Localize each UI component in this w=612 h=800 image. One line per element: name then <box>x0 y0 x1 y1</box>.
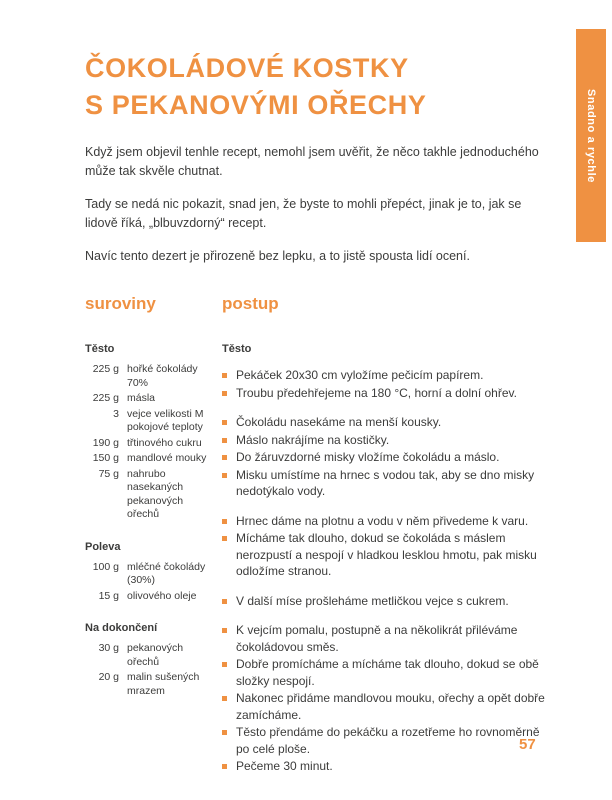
bullet-icon <box>222 373 227 378</box>
method-step-text: Do žáruvzdorné misky vložíme čokoládu a máslo. <box>236 450 500 464</box>
step-group <box>222 593 547 610</box>
intro-paragraph: Tady se nedá nic pokazit, snad jen, že byste to mohli přepéct, jinak je to, jak se lidově říká, „blbuvzdorný“ recept. <box>85 197 522 230</box>
ingredient-name: malin sušených mrazem <box>127 671 200 697</box>
ingredients-column <box>85 294 217 717</box>
intro-text <box>85 143 551 281</box>
ingredient-amount: 225 g <box>92 363 119 375</box>
bullet-icon <box>222 696 227 701</box>
recipe-title-line2: S PEKANOVÝMI OŘECHY <box>85 90 427 120</box>
ingredient-name: olivového oleje <box>127 589 197 602</box>
method-step-text: Troubu předehřejeme na 180 °C, horní a dolní ohřev. <box>236 385 517 400</box>
ingredient-group-name: Těsto <box>85 343 115 355</box>
method-step <box>222 367 547 384</box>
ingredient-row <box>85 671 217 698</box>
ingredient-amount: 75 g <box>98 467 119 480</box>
recipe-title-line1: ČOKOLÁDOVÉ KOSTKY <box>85 53 409 83</box>
method-column <box>222 294 547 788</box>
intro-paragraph: Navíc tento dezert je přirozeně bez lepku, a to jistě spousta lidí ocení. <box>85 249 470 263</box>
bullet-icon <box>222 438 227 443</box>
bullet-icon <box>222 730 227 735</box>
ingredient-amount: 190 g <box>92 436 119 449</box>
bullet-icon <box>222 455 227 460</box>
ingredient-row <box>85 590 217 604</box>
ingredient-group <box>85 622 217 698</box>
method-step-text: K vejcím pomalu, postupně a na několikrát přiléváme čokoládovou směs. <box>236 623 518 654</box>
method-step-text: Těsto přendáme do pekáčku a rozetřeme ho rovnoměrně po celé ploše. <box>236 725 540 756</box>
method-step <box>222 385 547 402</box>
ingredient-name: nahrubo nasekaných pekanových ořechů <box>127 467 184 520</box>
ingredient-name: hořké čokolády 70% <box>127 363 198 389</box>
category-tab-label: Snadno a rychle <box>585 88 597 183</box>
method-step-text: Nakonec přidáme mandlovou mouku, ořechy a opět dobře zamícháme. <box>236 691 545 722</box>
method-step <box>222 622 547 655</box>
method-step-text: Pekáček 20x30 cm vyložíme pečicím papírem. <box>236 368 484 382</box>
ingredient-row <box>85 408 217 435</box>
ingredient-row <box>85 642 217 669</box>
ingredient-row <box>85 561 217 588</box>
ingredient-amount: 30 g <box>98 642 119 654</box>
ingredient-amount: 225 g <box>92 392 119 404</box>
ingredients-heading: suroviny <box>85 294 156 313</box>
ingredient-row <box>85 437 217 451</box>
ingredient-row <box>85 452 217 466</box>
method-step <box>222 414 547 431</box>
ingredient-amount: 3 <box>113 407 119 420</box>
ingredient-name: mléčné čokolády (30%) <box>127 560 206 586</box>
ingredient-group <box>85 541 217 604</box>
ingredient-row <box>85 392 217 406</box>
ingredient-name: pekanových ořechů <box>127 642 184 668</box>
bullet-icon <box>222 391 227 396</box>
method-step-text: Pečeme 30 minut. <box>236 759 333 773</box>
step-group <box>222 414 547 500</box>
bullet-icon <box>222 628 227 633</box>
page-number: 57 <box>519 736 536 753</box>
method-step <box>222 724 547 757</box>
intro-paragraph: Když jsem objevil tenhle recept, nemohl jsem uvěřit, že něco takhle jednoduchého může tak skvěle chutnat. <box>85 145 539 178</box>
ingredient-group-name: Na dokončení <box>85 622 158 634</box>
method-heading: postup <box>222 294 279 313</box>
ingredient-amount: 150 g <box>92 452 119 464</box>
method-steps <box>222 367 547 775</box>
bullet-icon <box>222 420 227 425</box>
step-group <box>222 513 547 580</box>
bullet-icon <box>222 764 227 769</box>
method-step <box>222 690 547 723</box>
ingredient-row <box>85 363 217 390</box>
method-step <box>222 467 547 500</box>
bullet-icon <box>222 662 227 667</box>
method-step-text: Dobře promícháme a mícháme tak dlouho, dokud se obě složky nespojí. <box>236 657 539 688</box>
method-step-text: Čokoládu nasekáme na menší kousky. <box>236 415 442 429</box>
method-step <box>222 656 547 689</box>
method-section-heading: Těsto <box>222 343 252 355</box>
ingredient-amount: 15 g <box>98 589 119 602</box>
step-group <box>222 622 547 775</box>
ingredient-groups <box>85 343 217 698</box>
method-step <box>222 513 547 530</box>
bullet-icon <box>222 599 227 604</box>
category-tab <box>576 29 606 242</box>
method-step <box>222 593 547 610</box>
method-step-text: Misku umístíme na hrnec s vodou tak, aby se dno misky nedotýkalo vody. <box>236 467 535 498</box>
method-step-text: V další míse prošleháme metličkou vejce s cukrem. <box>236 593 509 608</box>
method-step-text: Mícháme tak dlouho, dokud se čokoláda s máslem nerozpustí a nespojí v hladkou lesklou hmotu, pak misku odložíme stranou. <box>236 531 537 578</box>
ingredient-name: vejce velikosti M pokojové teploty <box>127 407 204 433</box>
bullet-icon <box>222 473 227 478</box>
ingredient-group-name: Poleva <box>85 540 121 553</box>
ingredient-amount: 20 g <box>98 671 119 683</box>
bullet-icon <box>222 519 227 524</box>
bullet-icon <box>222 536 227 541</box>
step-group <box>222 367 547 401</box>
method-step-text: Máslo nakrájíme na kostičky. <box>236 432 390 447</box>
method-step <box>222 449 547 466</box>
method-step-text: Hrnec dáme na plotnu a vodu v něm přivedeme k varu. <box>236 513 529 528</box>
method-step <box>222 758 547 775</box>
method-step <box>222 530 547 580</box>
recipe-title <box>85 50 426 124</box>
ingredient-name: třtinového cukru <box>127 436 202 449</box>
ingredient-name: másla <box>127 392 156 404</box>
method-step <box>222 432 547 449</box>
ingredient-name: mandlové mouky <box>127 452 207 464</box>
ingredient-row <box>85 468 217 522</box>
ingredient-group <box>85 343 217 522</box>
ingredient-amount: 100 g <box>92 560 119 573</box>
